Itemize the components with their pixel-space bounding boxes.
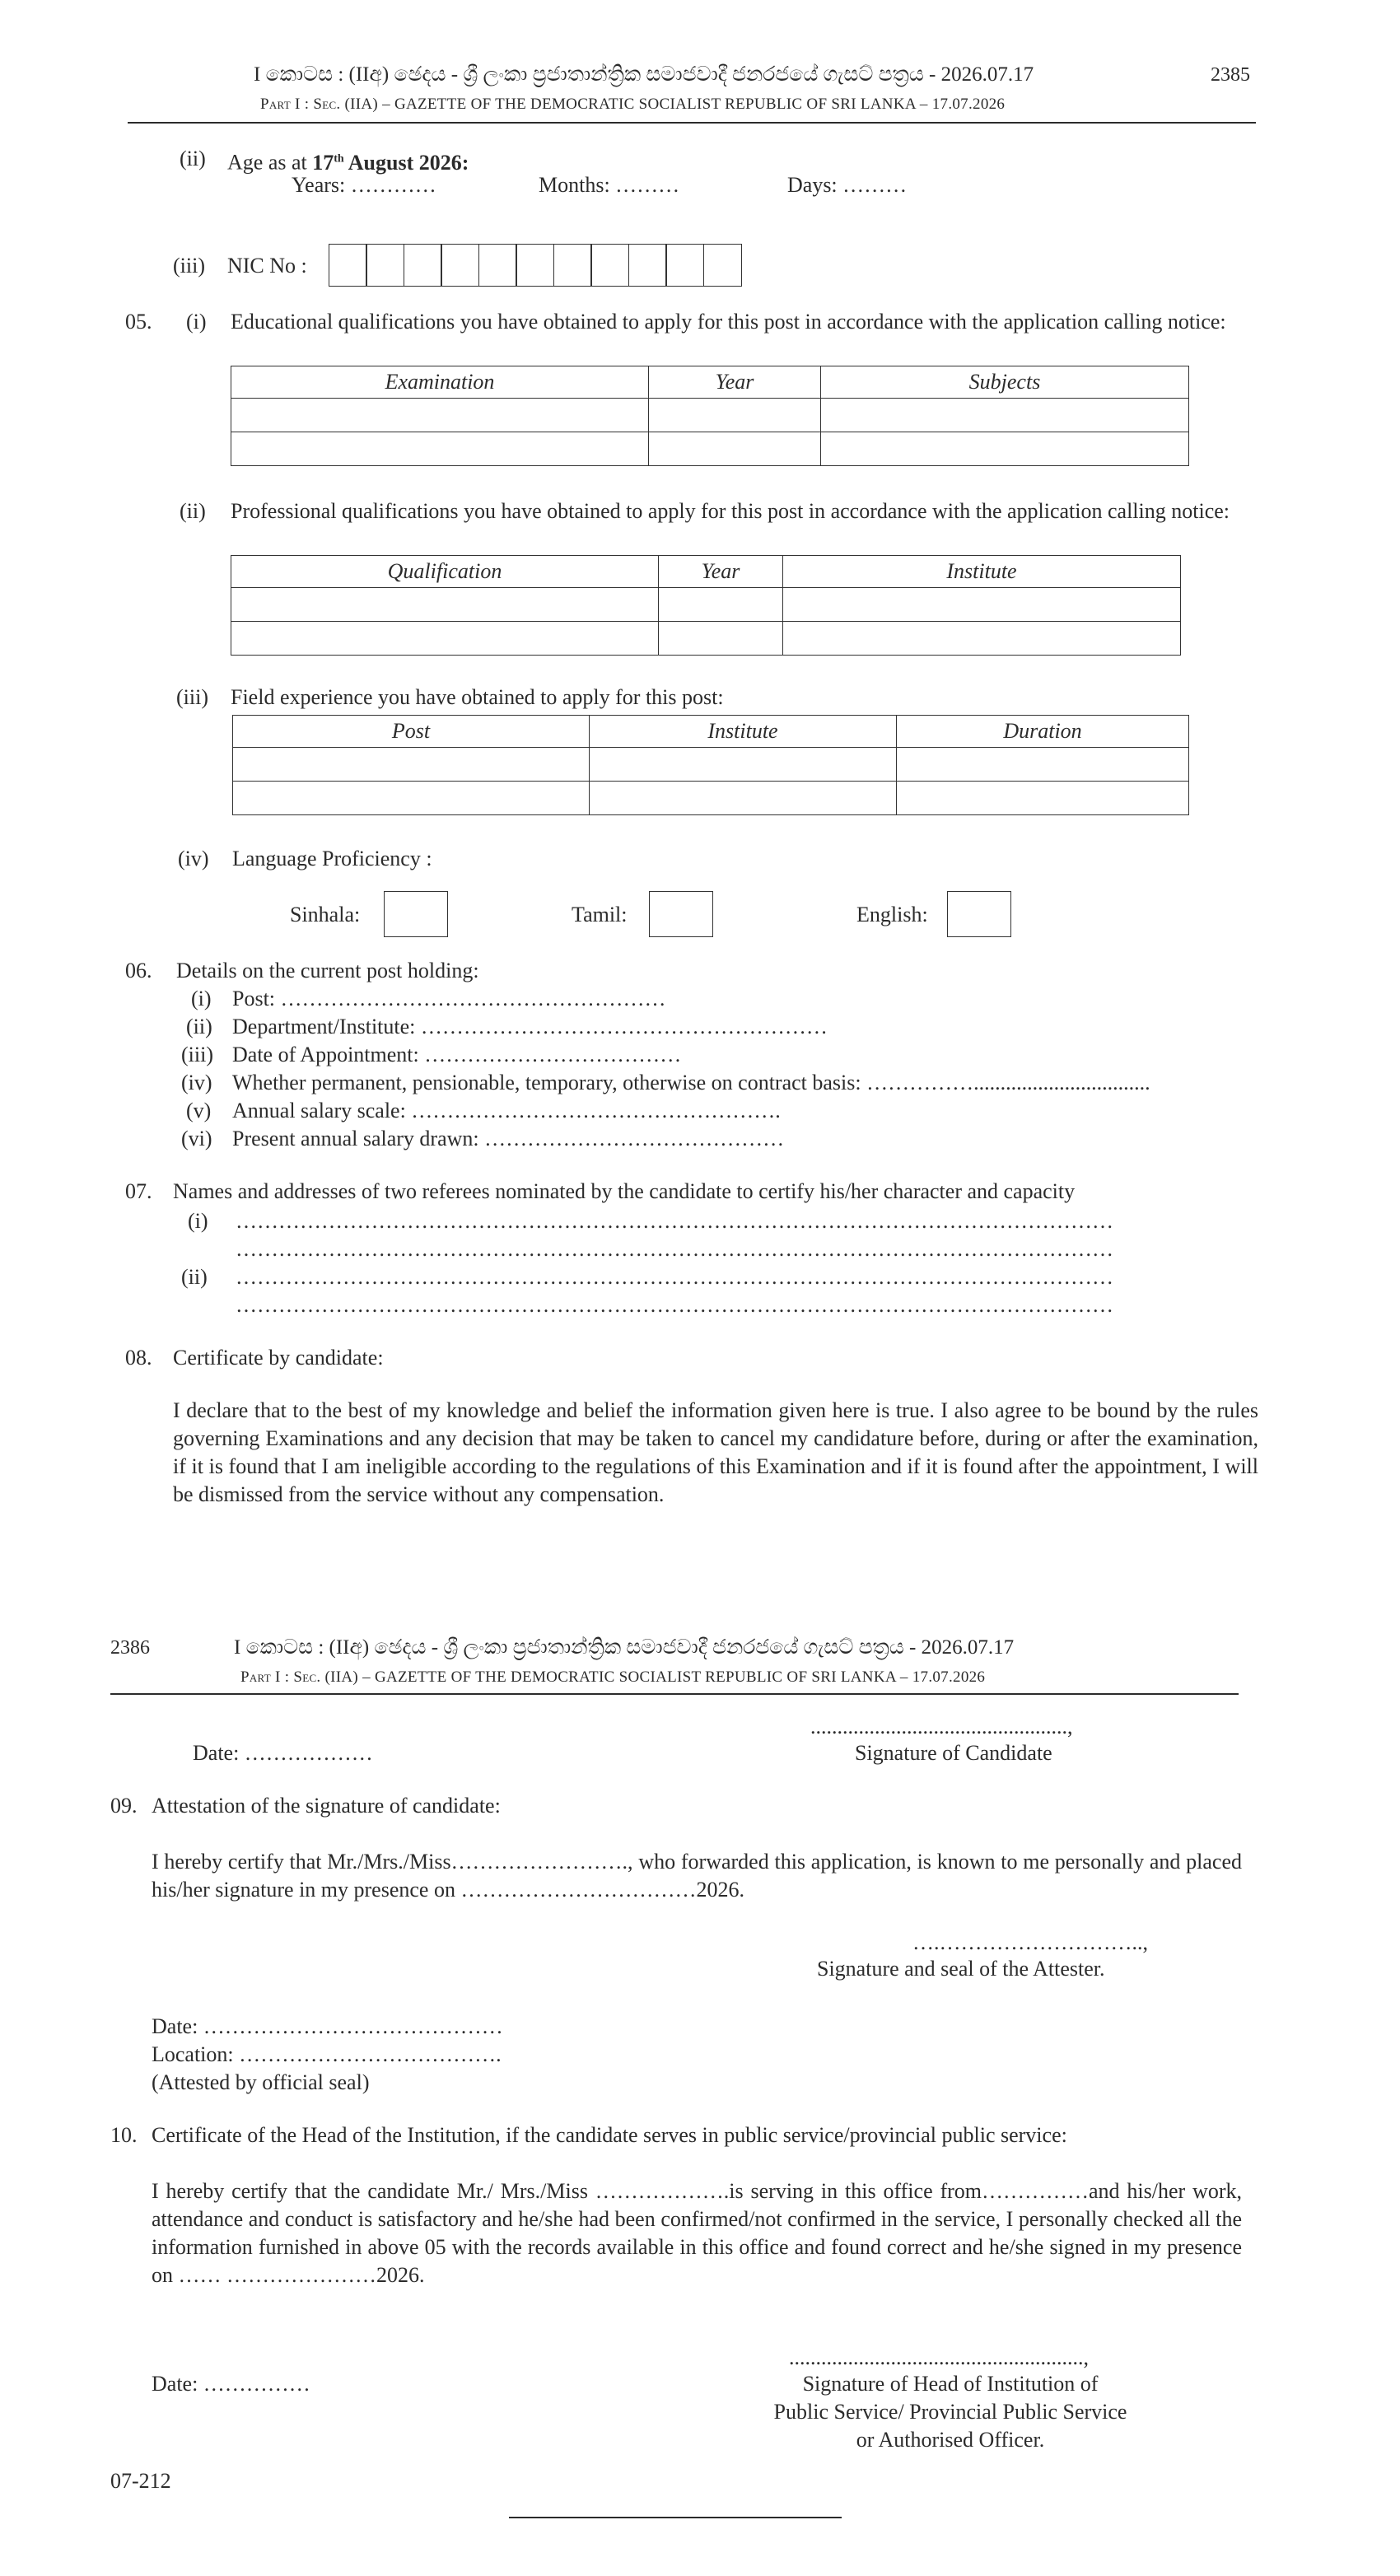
age-months: Months: ………	[539, 173, 680, 197]
q08-number: 08.	[125, 1346, 152, 1370]
referee-2-line-1[interactable]: ……………………………………………………………………………………………………………	[236, 1265, 1113, 1289]
nic-box[interactable]	[665, 244, 704, 287]
nic-box[interactable]	[628, 244, 667, 287]
professional-table-header	[231, 556, 1181, 588]
table-cell[interactable]	[590, 782, 897, 815]
nic-box[interactable]	[404, 244, 442, 287]
table-cell[interactable]	[231, 432, 649, 466]
candidate-signature-label: Signature of Candidate	[855, 1741, 1052, 1765]
q10-title: Certificate of the Head of the Institution, if the candidate serves in public service/provincial public service:	[152, 2123, 1067, 2147]
table-cell[interactable]	[659, 588, 783, 622]
nic-box[interactable]	[478, 244, 517, 287]
q06-item-num: (vi)	[181, 1127, 212, 1150]
page2-page-number: 2386	[110, 1637, 150, 1659]
education-table-header	[231, 366, 1189, 399]
table-cell[interactable]	[649, 399, 821, 432]
table-cell[interactable]	[231, 622, 659, 656]
attestation-location[interactable]: Location: ……………………………….	[152, 2042, 502, 2066]
table-cell[interactable]	[783, 588, 1181, 622]
q06-number: 06.	[125, 959, 152, 982]
table-cell[interactable]	[649, 432, 821, 466]
nic-box[interactable]	[441, 244, 479, 287]
table-cell[interactable]	[897, 748, 1189, 782]
q05-ii-text: Professional qualifications you have obtained to apply for this post in accordance with the application calling notice:	[231, 499, 1230, 523]
q10-certification-text: I hereby certify that the candidate Mr./ Mrs./Miss ……………….is serving in this office from……………and his/her work, attendance and conduct is satisfactory and he/she had been confirmed/not confirmed in the service, I personally checked all the information furnished in above 05 with the records available in this office and found correct and he/she signed in my presence on …… …………………2026.	[152, 2179, 1242, 2287]
table-cell[interactable]	[231, 588, 659, 622]
q06-item-text: Annual salary scale: …………………………………………….	[232, 1099, 781, 1122]
professional-col-year: Year	[659, 556, 783, 588]
page1-header-english: Part I : Sec. (IIA) – GAZETTE OF THE DEMOCRATIC SOCIALIST REPUBLIC OF SRI LANKA – 17.07.2026	[260, 96, 1006, 113]
attested-by-seal-note: (Attested by official seal)	[152, 2070, 370, 2094]
tamil-box[interactable]	[649, 891, 713, 937]
nic-box[interactable]	[516, 244, 554, 287]
q05-iv-num: (iv)	[178, 847, 209, 870]
nic-box[interactable]	[590, 244, 629, 287]
q06-item-text: Whether permanent, pensionable, temporary, otherwise on contract basis: …………….................................	[232, 1071, 1150, 1094]
page1-header-rule	[128, 122, 1256, 124]
experience-table	[232, 715, 1189, 815]
table-row[interactable]	[231, 622, 1181, 656]
table-cell[interactable]	[659, 622, 783, 656]
age-date-rest: August 2026:	[343, 150, 469, 175]
q07-i-num: (i)	[188, 1209, 208, 1233]
referee-2-line-2[interactable]: ……………………………………………………………………………………………………………	[236, 1293, 1113, 1317]
head-signature-label-1: Signature of Head of Institution of	[802, 2372, 1099, 2396]
english-label: English:	[856, 903, 928, 926]
q10-number: 10.	[110, 2123, 138, 2147]
q05-iv-text: Language Proficiency :	[232, 847, 432, 870]
head-date[interactable]: Date: ……………	[152, 2372, 310, 2396]
attestation-date[interactable]: Date: ……………………………………	[152, 2014, 503, 2038]
table-cell[interactable]	[821, 432, 1189, 466]
q07-ii-num: (ii)	[181, 1265, 208, 1289]
table-cell[interactable]	[233, 748, 590, 782]
age-date-suffix: th	[334, 152, 344, 165]
q09-certification-text: I hereby certify that Mr./Mrs./Miss……………………., who forwarded this application, is known to me personally and placed his/her signature in my presence on ……………………………2026.	[152, 1850, 1242, 1902]
q06-item-num: (i)	[191, 987, 212, 1010]
q09-number: 09.	[110, 1794, 138, 1818]
referee-1-line-2[interactable]: ……………………………………………………………………………………………………………	[236, 1237, 1113, 1261]
table-cell[interactable]	[783, 622, 1181, 656]
footer-rule	[509, 2517, 842, 2518]
table-row[interactable]	[233, 782, 1189, 815]
education-col-subjects: Subjects	[821, 366, 1189, 399]
table-row[interactable]	[233, 748, 1189, 782]
table-row[interactable]	[231, 588, 1181, 622]
q07-number: 07.	[125, 1179, 152, 1203]
experience-table-header	[233, 716, 1189, 748]
q07-title: Names and addresses of two referees nominated by the candidate to certify his/her character and capacity	[173, 1179, 1076, 1203]
q05-iii-text: Field experience you have obtained to apply for this post:	[231, 685, 724, 709]
head-signature-dots[interactable]: .......................................................,	[789, 2345, 1089, 2369]
table-row[interactable]	[231, 432, 1189, 466]
nic-label: NIC No :	[227, 254, 307, 278]
q08-declaration-text: I declare that to the best of my knowledge and belief the information given here is true. I also agree to be bound by the rules governing Examinations and any decision that may be taken to cancel my candidature before, during or after the examination, if it is found that I am ineligible according to the regulations of this Examination and if it is found after the appointment, I will be dismissed from the service without any compensation.	[173, 1398, 1258, 1506]
nic-box[interactable]	[703, 244, 742, 287]
q06-item-text: Post: ………………………………………………	[232, 987, 666, 1010]
q06-item-num: (v)	[186, 1099, 212, 1122]
sinhala-label: Sinhala:	[290, 903, 361, 926]
table-cell[interactable]	[897, 782, 1189, 815]
candidate-signature-dots[interactable]: ................................................,	[810, 1715, 1073, 1738]
experience-col-duration: Duration	[897, 716, 1189, 748]
table-cell[interactable]	[231, 399, 649, 432]
sinhala-box[interactable]	[384, 891, 448, 937]
q08-title: Certificate by candidate:	[173, 1346, 384, 1370]
q06-title: Details on the current post holding:	[176, 959, 479, 982]
referee-1-line-1[interactable]: ……………………………………………………………………………………………………………	[236, 1209, 1113, 1233]
head-signature-label-2: Public Service/ Provincial Public Service	[773, 2400, 1127, 2424]
attester-signature-label: Signature and seal of the Attester.	[817, 1957, 1105, 1981]
q05-number: 05.	[125, 310, 152, 334]
q05-iii-num: (iii)	[176, 685, 208, 709]
nic-boxes[interactable]	[329, 244, 742, 287]
education-col-examination: Examination	[231, 366, 649, 399]
english-box[interactable]	[947, 891, 1011, 937]
page1-header-sinhala: I කොටස : (IIඅ) ඡෙදය - ශ්‍රී ලංකා ප්‍රජාතාන්ත්‍රික සමාජවාදී ජනරජයේ ගැසට් පත්‍රය - 2026.07.17	[254, 63, 1034, 86]
nic-box[interactable]	[553, 244, 592, 287]
q05-i-num: (i)	[186, 310, 207, 334]
page2-header-sinhala: I කොටස : (IIඅ) ඡෙදය - ශ්‍රී ලංකා ප්‍රජාතාන්ත්‍රික සමාජවාදී ජනරජයේ ගැසට් පත්‍රය - 2026.07.17	[234, 1636, 1015, 1659]
table-cell[interactable]	[590, 748, 897, 782]
table-cell[interactable]	[233, 782, 590, 815]
professional-col-institute: Institute	[783, 556, 1181, 588]
tamil-label: Tamil:	[572, 903, 628, 926]
age-num: (ii)	[180, 147, 206, 170]
gazette-code: 07-212	[110, 2469, 171, 2493]
candidate-date[interactable]: Date: ………………	[193, 1741, 373, 1765]
age-label-text: Age as at	[227, 150, 313, 175]
professional-table	[231, 555, 1181, 656]
q05-ii-num: (ii)	[180, 499, 206, 523]
head-signature-label-3: or Authorised Officer.	[856, 2428, 1045, 2452]
page1-page-number: 2385	[1211, 64, 1250, 86]
nic-box[interactable]	[329, 244, 367, 287]
age-years: Years: …………	[292, 173, 436, 197]
education-col-year: Year	[649, 366, 821, 399]
q09-title: Attestation of the signature of candidate:	[152, 1794, 501, 1818]
table-cell[interactable]	[821, 399, 1189, 432]
nic-box[interactable]	[366, 244, 404, 287]
page2-header-english: Part I : Sec. (IIA) – GAZETTE OF THE DEMOCRATIC SOCIALIST REPUBLIC OF SRI LANKA – 17.07.2026	[240, 1668, 986, 1686]
age-days: Days: ………	[787, 173, 908, 197]
page2-header-rule	[110, 1693, 1239, 1695]
attester-signature-dots[interactable]: ….………………………..,	[912, 1930, 1148, 1954]
professional-col-qualification: Qualification	[231, 556, 659, 588]
experience-col-institute: Institute	[590, 716, 897, 748]
q06-item-text: Date of Appointment: ………………………………	[232, 1043, 682, 1066]
experience-col-post: Post	[233, 716, 590, 748]
q06-item-text: Present annual salary drawn: ……………………………………	[232, 1127, 785, 1150]
age-date-day: 17	[312, 150, 334, 175]
q06-item-num: (ii)	[186, 1015, 212, 1038]
q05-i-text: Educational qualifications you have obtained to apply for this post in accordance with the application calling notice:	[231, 310, 1226, 334]
q06-item-num: (iii)	[181, 1043, 213, 1066]
table-row[interactable]	[231, 399, 1189, 432]
q06-item-text: Department/Institute: …………………………………………………	[232, 1015, 828, 1038]
education-table	[231, 366, 1189, 466]
nic-num: (iii)	[173, 254, 205, 278]
q06-item-num: (iv)	[181, 1071, 212, 1094]
